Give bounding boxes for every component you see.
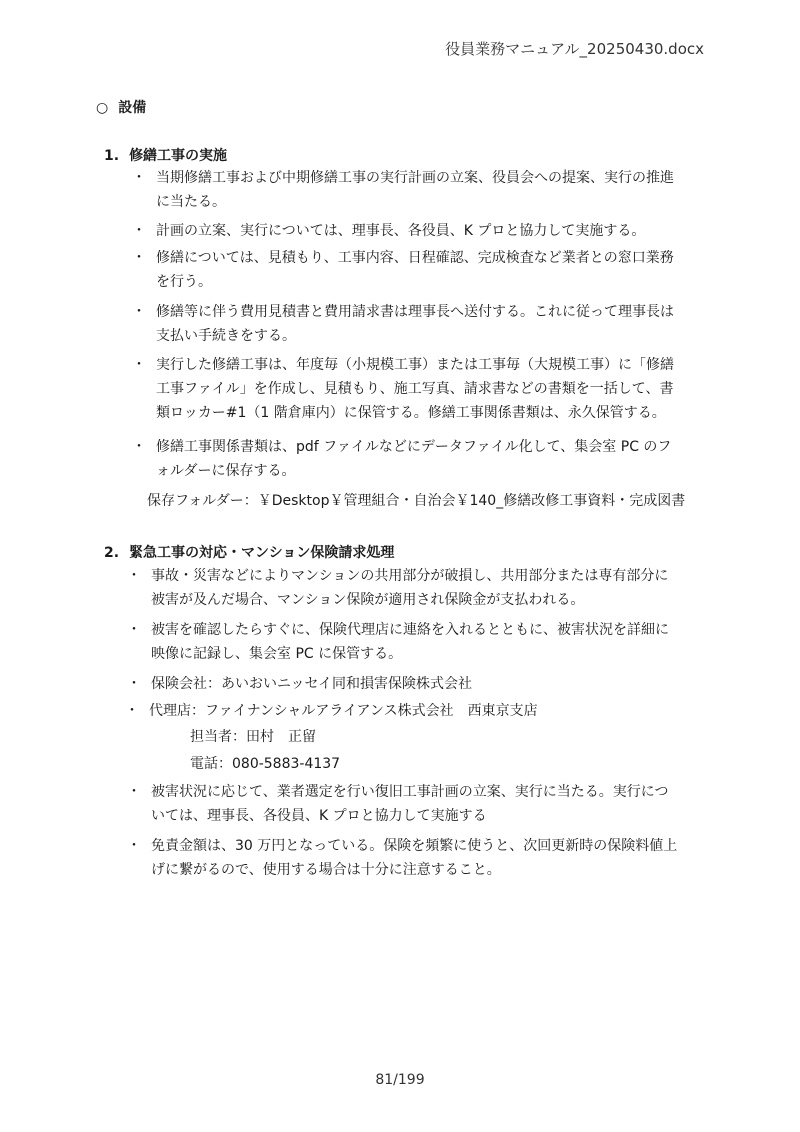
bullet: ・: [132, 250, 146, 266]
list-item: ・ 事故・災害などによりマンションの共用部分が破損し、共用部分または専有部分に 被害が及んだ場合、マンション保険が適用され保険金が支払われる。: [151, 564, 668, 612]
list-item: ・ 修繕工事関係書類は、pdf ファイルなどにデータファイル化して、集会室 PC のフ ォルダーに保存する。: [156, 435, 671, 483]
section-title-text: 設備: [118, 100, 147, 116]
list-item: ・ 保険会社：あいおいニッセイ同和損害保険株式会社: [151, 672, 472, 696]
bullet: ・: [132, 439, 146, 455]
list-item: ・ 免責金額は、30 万円となっている。保険を頻繁に使うと、次回更新時の保険料値上 げに繋がるので、使用する場合は十分に注意すること。: [151, 834, 677, 882]
list-item: ・ 修繕等に伴う費用見積書と費用請求書は理事長へ送付する。これに従って理事長は 支払い手続きをする。: [156, 300, 674, 348]
agency-name: 代理店：ファイナンシャルアライアンス株式会社 西東京支店: [149, 703, 538, 719]
bullet: ・: [127, 676, 141, 692]
bullet: ・: [127, 622, 141, 638]
bullet: ・: [127, 838, 141, 854]
heading-2-number: 2.: [104, 545, 120, 561]
list-item: ・ 当期修繕工事および中期修繕工事の実行計画の立案、役員会への提案、実行の推進 に当たる。: [156, 166, 674, 214]
page-number: 81/199: [375, 1072, 425, 1088]
bullet: ・: [125, 703, 139, 719]
agency-item: [125, 699, 538, 723]
bullet: ・: [132, 357, 146, 373]
heading-1-title: 修繕工事の実施: [129, 148, 228, 164]
heading-1: [104, 145, 227, 165]
bullet: ・: [132, 304, 146, 320]
list-item: ・ 修繕については、見積もり、工事内容、日程確認、完成検査など業者との窓口業務 を行う。: [156, 246, 674, 294]
bullet: ・: [132, 170, 146, 186]
bullet: ・: [127, 568, 141, 584]
heading-2-title: 緊急工事の対応・マンション保険請求処理: [129, 545, 395, 561]
section-symbol: ○: [96, 100, 109, 116]
list-item: ・ 実行した修繕工事は、年度毎（小規模工事）または工事毎（大規模工事）に「修繕 工事ファイル」を作成し、見積もり、施工写真、請求書などの書類を一括して、書 類ロッカー#1（1 階倉庫内）に保管する。修繕工事関係書類は、永久保管する。: [156, 353, 674, 425]
bullet: ・: [127, 784, 141, 800]
agency-phone: 電話：080-5883-4137: [190, 756, 341, 772]
save-folder-path: 保存フォルダー：￥Desktop￥管理組合・自治会￥140_修繕改修工事資料・完成図書: [147, 493, 686, 509]
list-item: ・ 被害を確認したらすぐに、保険代理店に連絡を入れるとともに、被害状況を詳細に 映像に記録し、集会室 PC に保管する。: [151, 618, 669, 666]
heading-1-number: 1.: [104, 148, 120, 164]
list-item: ・ 被害状況に応じて、業者選定を行い復旧工事計画の立案、実行に当たる。実行につ いては、理事長、各役員、K プロと協力して実施する: [151, 780, 668, 828]
heading-2: [104, 542, 394, 562]
list-item: ・ 計画の立案、実行については、理事長、各役員、K プロと協力して実施する。: [156, 219, 645, 243]
agency-contact: 担当者：田村 正留: [190, 729, 316, 745]
document-filename: 役員業務マニュアル_20250430.docx: [445, 40, 704, 58]
section-title: [96, 97, 146, 117]
bullet: ・: [132, 223, 146, 239]
